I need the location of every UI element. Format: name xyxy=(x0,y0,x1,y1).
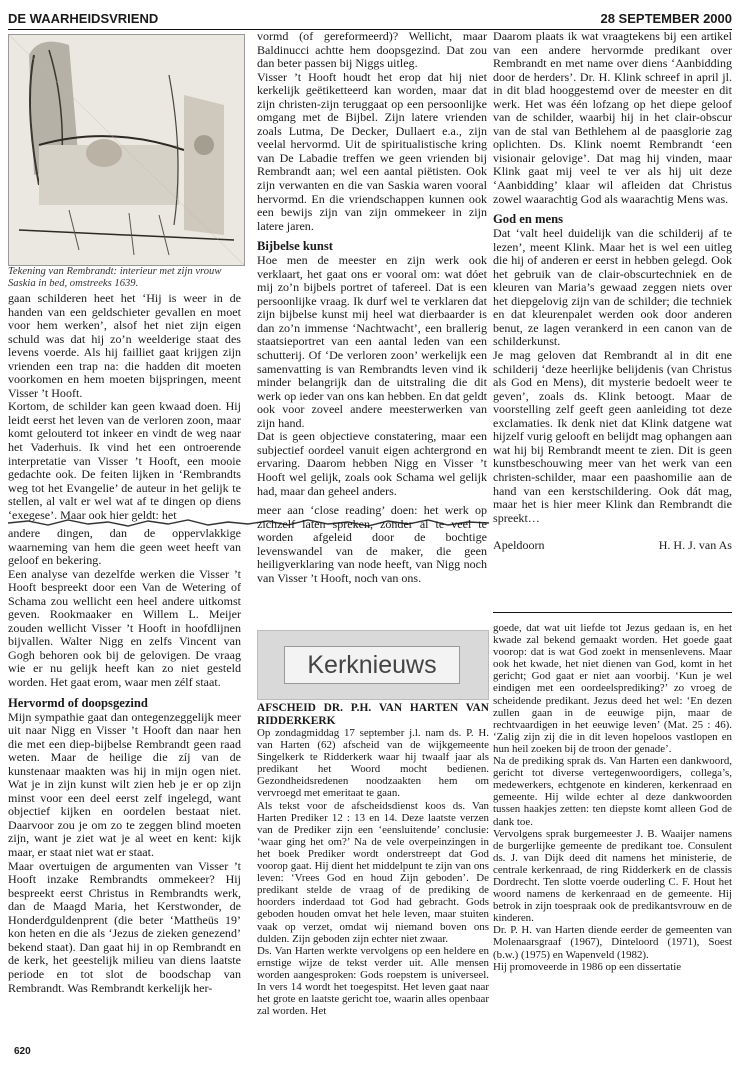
paragraph: Visser ’t Hooft houdt het erop dat hij niet kerkelijk geëtiketteerd kan worden, maar dat zijn christen-zijn teruggaat op een persoonlijke omgang met de Bijbel. Zijn latere vrienden zoals Lutma, De Decker, Dullaert e.a., zijn veelal hervormd. Uit de spiritualistische kring van De Labadie treffen we geen vrienden bij Rembrandt aan; wel een aantal piëtisten. Ook zijn verwanten en die van Saskia waren vooral hervormd. En die vriendschappen kunnen ook een bewijs zijn van zijn ommekeer in zijn latere jaren. xyxy=(257,69,487,233)
drawing-illustration xyxy=(9,35,244,265)
paragraph: Kortom, de schilder kan geen kwaad doen. Hij leidt eerst het leven van de verloren zoon, maar komt gelouterd tot inkeer en vindt de weg naar het Vaderhuis. Ik vind het een ontroerende interpretatie van Visser ’t Hooft, een mooie gedachte ook. De feiten lijken in ‘Rembrandts weg tot het Evangelie’ de auteur in het gelijk te stellen, al valt er wel wat af te dingen op diens ‘exegese’. Maar ook hier geldt: het xyxy=(8,399,241,522)
kerknieuws-title: Kerknieuws xyxy=(284,646,460,684)
paragraph: goede, dat wat uit liefde tot Jezus gedaan is, en het kwade zal bekend gemaakt worden. Het goede gaat voorop: dat is wat God zoekt in mensenlevens. Maar ook het kwade, het niet dienen van God, komt in het gericht; God gaat er niet aan voorbij. ‘Kun je wel eindigen met een oordeelsprediking?’ zo vroeg de scheidende predikant. Jezus deed het wel: ‘En dezen zullen gaan in de eeuwige pijn, maar de rechtvaardigen in het eeuwige leven’ (Mat. 25 : 46). ‘Zalig zijn zij die in dit leven hopeloos vastlopen en hun heil zoeken bij de troon der genade’. xyxy=(493,622,732,755)
paragraph: Daarom plaats ik wat vraagtekens bij een artikel van een andere hervormde predikant over Rembrandt en met name over diens ‘Aanbidding door de herders’. Dr. H. Klink schreef in april jl. in dit blad hooggestemd over de meester en dit werk. Het was één lofzang op het diepe geloof van de schilder, waarbij hij in het clair-obscur van de stal van Bethlehem al de paasglorie zag oplichten. Ds. Klink noemt Rembrandt ‘een visionair gelovige’. Dat mag hij vinden, maar Klink gaat mij veel te ver als hij uit deze ‘Aanbidding’ klaar wil afleiden dat Christus zowel waarachtig God als waarachtig Mens was. xyxy=(493,29,732,206)
news-heading: AFSCHEID DR. P.H. VAN HARTEN VAN RIDDERKERK xyxy=(257,702,489,727)
rembrandt-drawing-image xyxy=(8,34,245,266)
paragraph: Dr. P. H. van Harten diende eerder de gemeenten van Molenaarsgraaf (1967), Dinteloord (1971), Soest (b.w.) (1975) en Wapenveld (1982). xyxy=(493,924,732,961)
paragraph: Op zondagmiddag 17 september j.l. nam ds. P. H. van Harten (62) afscheid van de wijkgemeente Singelkerk te Ridderkerk waar hij twaalf jaar als predikant het Woord mocht bedienen. Gezondheidsredenen noodzaakten hem om vervroegd met emeritaat te gaan. xyxy=(257,727,489,800)
paragraph: Een analyse van dezelfde werken die Visser ’t Hooft bespreekt door een Van de Wetering of Schama zou wellicht een heel andere uitkomst geven. Rookmaaker en Willem L. Meijer zouden wellicht Visser ’t Hooft in hoofdlijnen bijvallen. Walter Nigg en zelfs Vincent van Gogh behoren ook bij de gelovigen. De vraag wie er nu gelijk heeft kan zo niet gesteld worden. Het gaat erom, waar men zélf staat. xyxy=(8,566,241,690)
paragraph: gaan schilderen heet het ‘Hij is weer in de handen van een geldschieter gevallen en moet voor hem werken’, alsof het niet zijn eigen schuld was dat hij zo’n weelderige staat des levens voerde. Als hij failliet gaat krijgen zijn vrienden een trap na: die hadden dit moeten voorkomen en hem moeten bijspringen, meent Visser ’t Hooft. xyxy=(8,291,241,400)
kerknieuws-column-1 xyxy=(257,702,489,1017)
paragraph: Mijn sympathie gaat dan ontegenzeggelijk meer uit naar Nigg en Visser ’t Hooft dan naar hen die met een diep-bijbelse Rembrandt geen raad weten. Maar de heilige die zíj van de kunstenaar maakten was hij in mijn ogen niet. Wat je in zijn kunst wilt zien heb je er op zijn minst voor een deel eerst zelf ingelegd, want objectief kijken en oordelen bestaat niet. Daarvoor zou je om zo te zeggen blind moeten zijn, want je ziet wat je al weet en kent: kijk maar, er staat niet wat er staat. xyxy=(8,709,241,860)
signature-line xyxy=(493,539,732,553)
page-header xyxy=(8,11,732,31)
article-column-1-top xyxy=(8,292,241,522)
paragraph: Hij promoveerde in 1986 op een dissertatie xyxy=(493,960,682,973)
article-column-3 xyxy=(493,30,732,553)
kerknieuws-column-2 xyxy=(493,622,732,973)
figure-caption: Tekening van Rembrandt: interieur met zijn vrouw Saskia in bed, omstreeks 1639. xyxy=(8,266,222,289)
paragraph: Maar overtuigen de argumenten van Visser ’t Hooft inzake Rembrandts ommekeer? Hij bespreekt eerst Christus in Rembrandts werk, dan de Maagd Maria, het Kerstwonder, de Honderdguldenprent (die beter ‘Mattheüs 19’ kon heten en die als ‘Jezus de zieken genezend’ bekend staat). Dan gaat hij in op Rembrandt en de kerk, het geestelijk milieu van diens laatste periode en tot slot de boodschap van Rembrandt. Was Rembrandt kerkelijk her- xyxy=(8,858,241,995)
author: H. H. J. van As xyxy=(658,538,732,553)
paragraph: Dat is geen objectieve constatering, maar een subjectief oordeel vanuit eigen achtergrond en ervaring. Daarom hebben Nigg en Visser ’t Hooft wel gelijk, zoals ook Schama wel gelijk had, maar dan geheel anders. xyxy=(257,429,487,498)
section-separator xyxy=(493,612,732,613)
subheading: God en mens xyxy=(493,212,563,227)
paragraph: Vervolgens sprak burgemeester J. B. Waaijer namens de burgerlijke gemeente de predikant toe. Consulent ds. J. van Dijk deed dit namens het ministerie, de centrale kerkenraad, de ring Ridderkerk en de classis Dordrecht. Ten slotte voerde ouderling C. F. Hout het woord namens de kerkenraad en de gemeente. Hij betrok in zijn toespraak ook de predikantsvrouw en de kinderen. xyxy=(493,827,732,925)
paragraph: andere dingen, dan de oppervlakkige waarneming van hem die geen weet heeft van geloof en bekering. xyxy=(8,526,241,568)
paragraph: Na de prediking sprak ds. Van Harten een dankwoord, gericht tot diverse vertegenwoordigers, collega’s, medewerkers, echtgenote en kinderen, kerkenraad en gemeente. Hij wilde echter al deze dankwoorden tussen haakjes zetten: ten diepste komt alleen God de dank toe. xyxy=(493,755,732,828)
place: Apeldoorn xyxy=(493,538,545,553)
kerknieuws-banner xyxy=(257,630,489,700)
paragraph: Dat ‘valt heel duidelijk van die schilderij af te lezen’, meent Klink. Maar het is wel een uitleg die hij of anderen er eerst in hebben gelegd. Ook het gebruik van de clair-obscurtechniek en de kleuren van Maria’s gewaad zeggen niets over het diepgelovig zijn van de schilder; die techniek en dat kleurenpalet werden ook door anderen benut, ze lagen verankerd in een canon van de schilderkunst. xyxy=(493,226,732,349)
subheading: Hervormd of doopsgezind xyxy=(8,695,148,710)
article-column-2 xyxy=(257,30,487,585)
page-number: 620 xyxy=(14,1046,31,1057)
paragraph: meer aan ‘close reading’ doen: het werk op zichzelf laten spreken, zonder al te veel te worden afgeleid door de bochtige levenswandel van de maker, die geen heiligverklaring van node heeft, van Nigg noch van Visser ’t Hooft, noch van ons. xyxy=(257,503,487,585)
paragraph: Hoe men de meester en zijn werk ook verklaart, het gaat ons er vooral om: wat dóet mij zo’n bijbels portret of tafereel. Dat is een persoonlijke vraag. Ik durf wel te verklaren dat zijn bijbelse kunst mij heel wat dierbaarder is dan zo’n immense ‘Nachtwacht’, een brallerig staatsieportret van een aantal leden van een schutterij. Of ‘De verloren zoon’ werkelijk een samenvatting is van Rembrandts leven vind ik minder belangrijk dan de uitstraling die dit werk op ieder van ons kan hebben. En dat geldt ook voor zoveel andere meesterwerken van zijn hand. xyxy=(257,253,487,430)
paragraph: Je mag geloven dat Rembrandt al in dit ene schilderij ‘deze heerlijke belijdenis (van Christus als God en Mens), dit mysterie bedoelt weer te geven’, zoals ds. Klink betoogt. Maar de voorstelling zelf geeft geen aanleiding tot deze exclamaties. Ik denk niet dat Klink datgene wat hijzelf vurig gelooft en belijdt mag ophangen aan wat hij bij Rembrandt meent te zien. Dit is geen kunstbeschouwing meer van het werk van een christen-schilder, maar een paashomilie aan de hand van een kerstschildering. Ook dát mag, maar het is hier meer Klink dan Rembrandt die spreekt… xyxy=(493,348,732,525)
paragraph: Ds. Van Harten werkte vervolgens op een heldere en ernstige wijze de tekst verder uit. Alle mensen worden aangesproken: Gods roepstem is universeel. In vers 14 wordt het toegespitst. Het leven gaat naar het grote en laatste gericht toe, waarin alles openbaar zal worden. Het xyxy=(257,944,489,1018)
paragraph: Als tekst voor de afscheidsdienst koos ds. Van Harten Prediker 12 : 13 en 14. Deze laatste verzen van de Prediker zijn een ‘eensluitende’ conclusie: ‘waar ging het om?’ Na de vele overpeinzingen in het boek Prediker wordt onderstreept dat God voorop gaat. Hij dient het middelpunt te zijn van ons leven: ‘Vrees God en houd Zijn geboden’. De predikant stelde de vraag of de prediking de hoorders inderdaad tot God had gebracht. Gods geboden houden omvat het hele leven, maar stuiten vaak op verzet, omdat wij niemand boven ons dulden. Zijn geboden zijn echter niet zwaar. xyxy=(257,799,489,945)
publication-name: DE WAARHEIDSVRIEND xyxy=(8,11,159,26)
issue-date: 28 SEPTEMBER 2000 xyxy=(600,11,732,26)
article-column-1-bottom xyxy=(8,527,241,995)
subheading: Bijbelse kunst xyxy=(257,239,333,254)
paragraph: vormd (of gereformeerd)? Wellicht, maar Baldinucci achtte hem doopsgezind. Dat zou dan beter passen bij Niggs uitleg. xyxy=(257,29,487,71)
